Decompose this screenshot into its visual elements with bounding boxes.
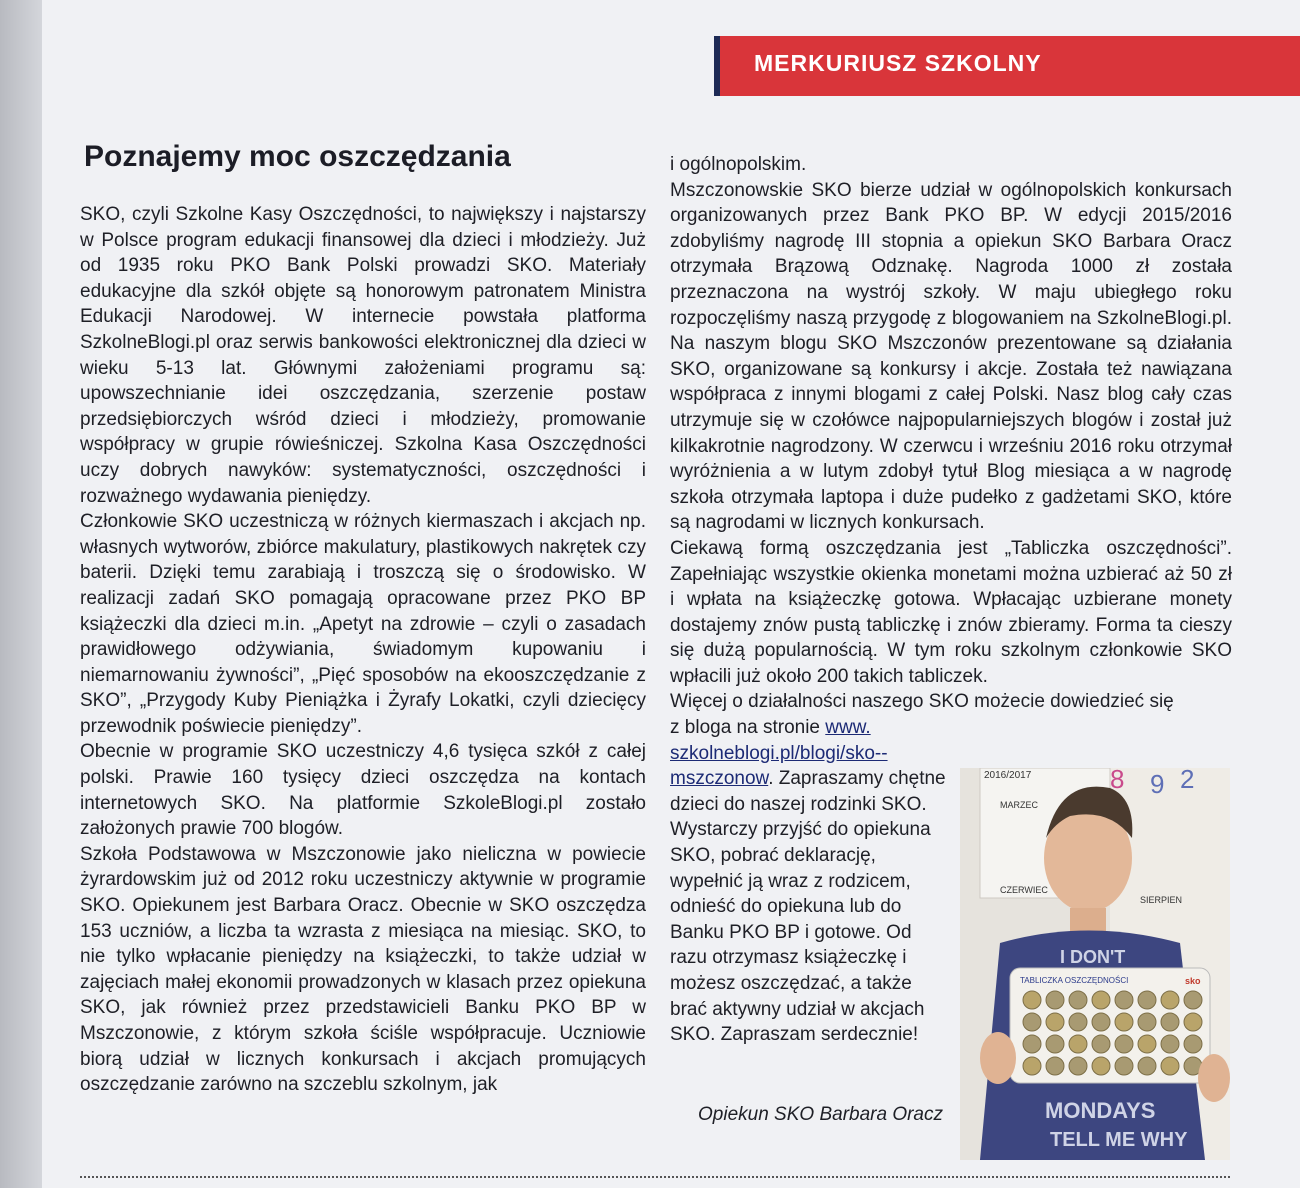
paragraph: Ciekawą formą oszczędzania jest „Tabliczka oszczędności”. Zapełniając wszystkie okienka monetami można uzbierać aż 50 zł i wpłata na książeczkę gotowa. Wpłacając uzbierane monety dostajemy znów pustą tabliczkę i znów zbieramy. Forma ta cieszy się dużą popularnością. W tym roku szkolnym członkowie SKO wpłacili już około 200 takich tabliczek. xyxy=(670,537,1232,687)
decor-numbers: 8 xyxy=(1110,768,1125,794)
coin-slot xyxy=(1023,991,1041,1009)
article-title: Poznajemy moc oszczędzania xyxy=(84,140,511,173)
coin-slot xyxy=(1092,1057,1110,1075)
coin-slot xyxy=(1046,991,1064,1009)
coin-slot xyxy=(1092,1035,1110,1053)
paragraph: Członkowie SKO uczestniczą w różnych kiermaszach i akcjach np. własnych wytworów, zbiórce makulatury, plastikowych nakrętek czy baterii. Dzięki temu zarabiają i troszczą się o środowisko. W realizacji zadań SKO pomagają opracowane przez PKO BP książeczki dla dzieci m.in. „Apetyt na zdrowie – czyli o zasadach prawidłowego odżywiania, świadomym kupowaniu i niemarnowaniu żywności”, „Pięć sposobów na ekooszczędzanie z SKO”, „Przygody Kuby Pieniążka i Żyrafy Lokatki, czyli dziecięcy przewodnik poświecie pieniędzy”. xyxy=(80,511,646,737)
paragraph: Mszczonowskie SKO bierze udział w ogólnopolskich konkursach organizowanych przez Bank PKO BP. W edycji 2015/2016 zdobyliśmy nagrodę III stopnia a opiekun SKO Barbara Oracz otrzymała Brązową Odznakę. Nagroda 1000 zł została przeznaczona na wystrój szkoły. W maju ubiegłego roku rozpoczęliśmy naszą przygodę z blogowaniem na SzkolneBlogi.pl. Na naszym blogu SKO Mszczonów prezentowane są działania SKO, organizowane są konkursy i akcje. Została też nawiązana współpraca z innymi blogami z całej Polski. Nasz blog cały czas utrzymuje się w czołówce najpopularniejszych blogów i został już kilkakrotnie nagrodzony. W czerwcu i wrześniu 2016 roku otrzymał wyróżnienia a w lutym zdobył tytuł Blog miesiąca a w nagrodę szkoła otrzymała laptopa i duże pudełko z gadżetami SKO, które są nagrodami w licznych konkursach. xyxy=(670,179,1232,534)
left-column xyxy=(80,140,646,1098)
coin-slot xyxy=(1115,1057,1133,1075)
paragraph: Więcej o działalności naszego SKO możecie dowiedzieć się xyxy=(670,691,1174,713)
page-gutter xyxy=(0,0,42,1188)
photo-illustration xyxy=(960,768,1230,1160)
coin-slot xyxy=(1092,991,1110,1009)
coin-slot xyxy=(1138,1013,1156,1031)
calendar-year: 2016/2017 xyxy=(984,770,1032,781)
coin-slot xyxy=(1069,991,1087,1009)
coin-slot xyxy=(1161,991,1179,1009)
section-title: MERKURIUSZ SZKOLNY xyxy=(754,50,1042,76)
coin-slot xyxy=(1046,1035,1064,1053)
coin-slot xyxy=(1046,1013,1064,1031)
paragraph: Szkoła Podstawowa w Mszczonowie jako nieliczna w powiecie żyrardowskim już od 2012 roku uczestniczy aktywnie w programie SKO. Opiekunem jest Barbara Oracz. Obecnie w SKO oszczędza 153 uczniów, a liczba ta wzrasta z miesiąca na miesiąc. SKO, to nie tylko wpłacanie pieniędzy na książeczki, to także udział w zajęciach małej ekonomii prowadzonych w klasach przez opiekuna SKO, jak również przez przedstawicieli Banku PKO BP w Mszczonowie, z którym szkoła ściśle współpracuje. Uczniowie biorą udział w licznych konkursach i akcjach promujących oszczędzanie zarówno na szczeblu szkolnym, jak xyxy=(80,843,646,1096)
decor-numbers: 9 xyxy=(1150,769,1165,799)
paragraph: SKO, czyli Szkolne Kasy Oszczędności, to największy i najstarszy w Polsce program edukacji finansowej dla dzieci i młodzieży. Już od 1935 roku PKO Bank Polski prowadzi SKO. Materiały edukacyjne dla szkół objęte są honorowym patronatem Ministra Edukacji Narodowej. W internecie powstała platforma SzkolneBlogi.pl oraz serwis bankowości elektronicznej dla dzieci w wieku 5-13 lat. Głównymi założeniami programu są: upowszechnianie idei oszczędzania, szerzenie postaw przedsiębiorczych wśród dzieci i młodzieży, promowanie współpracy w grupie rówieśniczej. Szkolna Kasa Oszczędności uczy dobrych nawyków: systematyczności, oszczędności i rozważnego wydawania pieniędzy. xyxy=(80,204,646,507)
coin-slot xyxy=(1069,1013,1087,1031)
header-accent xyxy=(714,36,720,96)
paragraph: Obecnie w programie SKO uczestniczy 4,6 tysięca szkół z całej polski. Prawie 160 tysięcy dzieci oszczędza na kontach internetowych SKO. Na platformie SzkoleBlogi.pl zostało założonych prawie 700 blogów. xyxy=(80,741,646,840)
coin-slot xyxy=(1138,1057,1156,1075)
coin-slot xyxy=(1184,991,1202,1009)
coin-slot xyxy=(1092,1013,1110,1031)
signature: Opiekun SKO Barbara Oracz xyxy=(698,1104,943,1125)
coin-slot xyxy=(1138,991,1156,1009)
coin-slot xyxy=(1138,1035,1156,1053)
coin-slot xyxy=(1069,1035,1087,1053)
section-header-band xyxy=(714,36,1300,96)
shirt-text-1: I DON'T xyxy=(1060,947,1126,967)
blog-link[interactable]: www. szkolneblogi.pl/blogi/sko--mszczonow xyxy=(670,717,888,790)
coin-slot xyxy=(1023,1013,1041,1031)
photo-boy-with-savings-board xyxy=(960,768,1230,1160)
shirt-text-2: MONDAYS xyxy=(1045,1098,1156,1123)
coin-slot xyxy=(1161,1013,1179,1031)
shirt-text-3: TELL ME WHY xyxy=(1050,1129,1188,1151)
coin-slot xyxy=(1115,991,1133,1009)
coin-slot xyxy=(1115,1035,1133,1053)
coin-slot xyxy=(1184,1035,1202,1053)
coin-slot xyxy=(1161,1057,1179,1075)
decor-numbers: 2 xyxy=(1180,768,1195,794)
link-intro: z bloga na stronie xyxy=(670,717,820,739)
coin-slot xyxy=(1023,1035,1041,1053)
board-logo: sko xyxy=(1185,976,1201,986)
board-title: TABLICZKA OSZCZĘDNOŚCI xyxy=(1020,976,1129,985)
coin-slot xyxy=(1046,1057,1064,1075)
coin-slot xyxy=(1023,1057,1041,1075)
calendar-month-1: MARZEC xyxy=(1000,800,1038,810)
coin-slot xyxy=(1184,1013,1202,1031)
calendar-month-3: SIERPIEN xyxy=(1140,895,1183,905)
page-divider xyxy=(80,1176,1230,1178)
coin-slot xyxy=(1069,1057,1087,1075)
coin-slot xyxy=(1161,1035,1179,1053)
closing-paragraph xyxy=(670,715,952,1048)
paragraph: i ogólnopolskim. xyxy=(670,154,807,175)
coin-slot xyxy=(1115,1013,1133,1031)
closing-text: . Zapraszamy chętne dzieci do naszej rodzinki SKO. Wystarczy przyjść do opiekuna SKO, pobrać deklarację, wypełnić ją wraz z rodzicem, odnieść do opiekuna lub do Banku PKO BP i gotowe. Od razu otrzymasz książeczkę i możesz oszczędzać, a także brać aktywny udział w akcjach SKO. Zapraszam serdecznie! xyxy=(670,768,946,1046)
calendar-month-2: CZERWIEC xyxy=(1000,885,1048,895)
